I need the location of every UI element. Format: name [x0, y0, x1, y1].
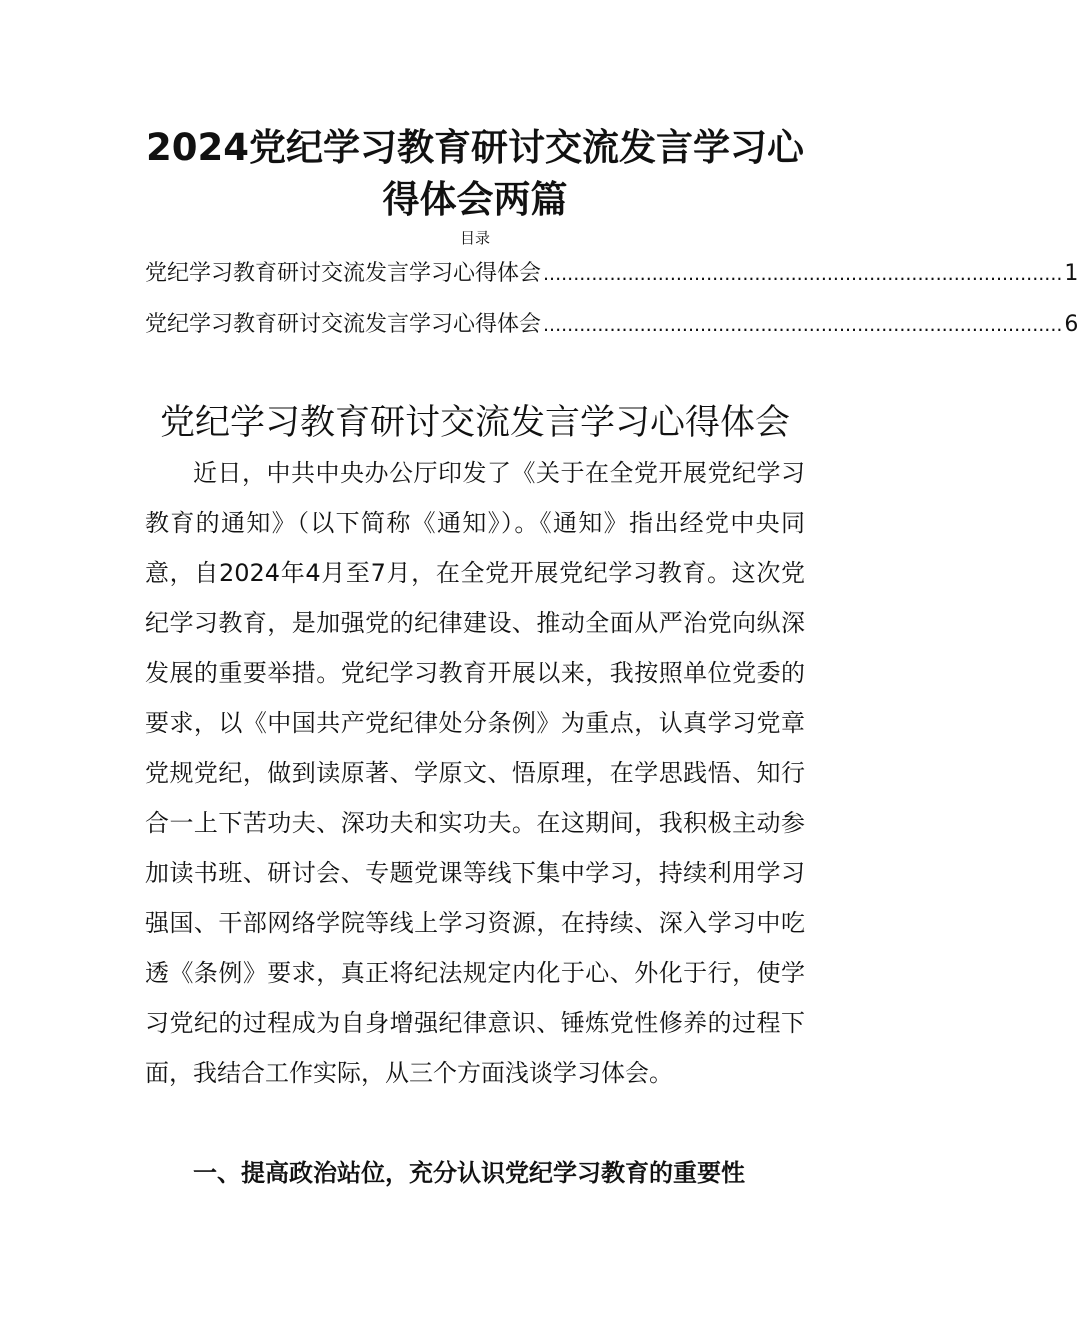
toc-entry-page: 6	[1064, 312, 1078, 337]
toc-leader-dots: ......................................................................................	[543, 314, 1063, 336]
toc-entry-text: 党纪学习教育研讨交流发言学习心得体会	[145, 261, 542, 286]
body-paragraph: 近日，中共中央办公厅印发了《关于在全党开展党纪学习教育的通知》（以下简称《通知》）。《通知》指出经党中央同意，自2024年4月至7月，在全党开展党纪学习教育。这次党纪学习教育，是加强党的纪律建设、推动全面从严治党向纵深发展的重要举措。党纪学习教育开展以来，我按照单位党委的要求，以《中国共产党纪律处分条例》为重点，认真学习党章党规党纪，做到读原著、学原文、悟原理，在学思践悟、知行合一上下苦功夫、深功夫和实功夫。在这期间，我积极主动参加读书班、研讨会、专题党课等线下集中学习，持续利用学习强国、干部网络学院等线上学习资源，在持续、深入学习中吃透《条例》要求，真正将纪法规定内化于心、外化于行，使学习党纪的过程成为自身增强纪律意识、锤炼党性修养的过程下面，我结合工作实际，从三个方面浅谈学习体会。	[145, 459, 805, 1087]
toc-entry-page: 1	[1064, 261, 1078, 286]
sub-heading: 一、提高政治站位，充分认识党纪学习教育的重要性	[193, 1159, 745, 1187]
toc-leader-dots: ......................................................................................	[543, 263, 1063, 285]
toc-entry-text: 党纪学习教育研讨交流发言学习心得体会	[145, 312, 542, 337]
toc-label: 目录	[459, 229, 490, 247]
toc-entry[interactable]	[145, 259, 1078, 289]
toc-entry[interactable]	[145, 310, 1078, 340]
section-title: 党纪学习教育研讨交流发言学习心得体会	[159, 403, 790, 443]
document-title: 2024党纪学习教育研讨交流发言学习心得体会两篇	[146, 126, 804, 221]
